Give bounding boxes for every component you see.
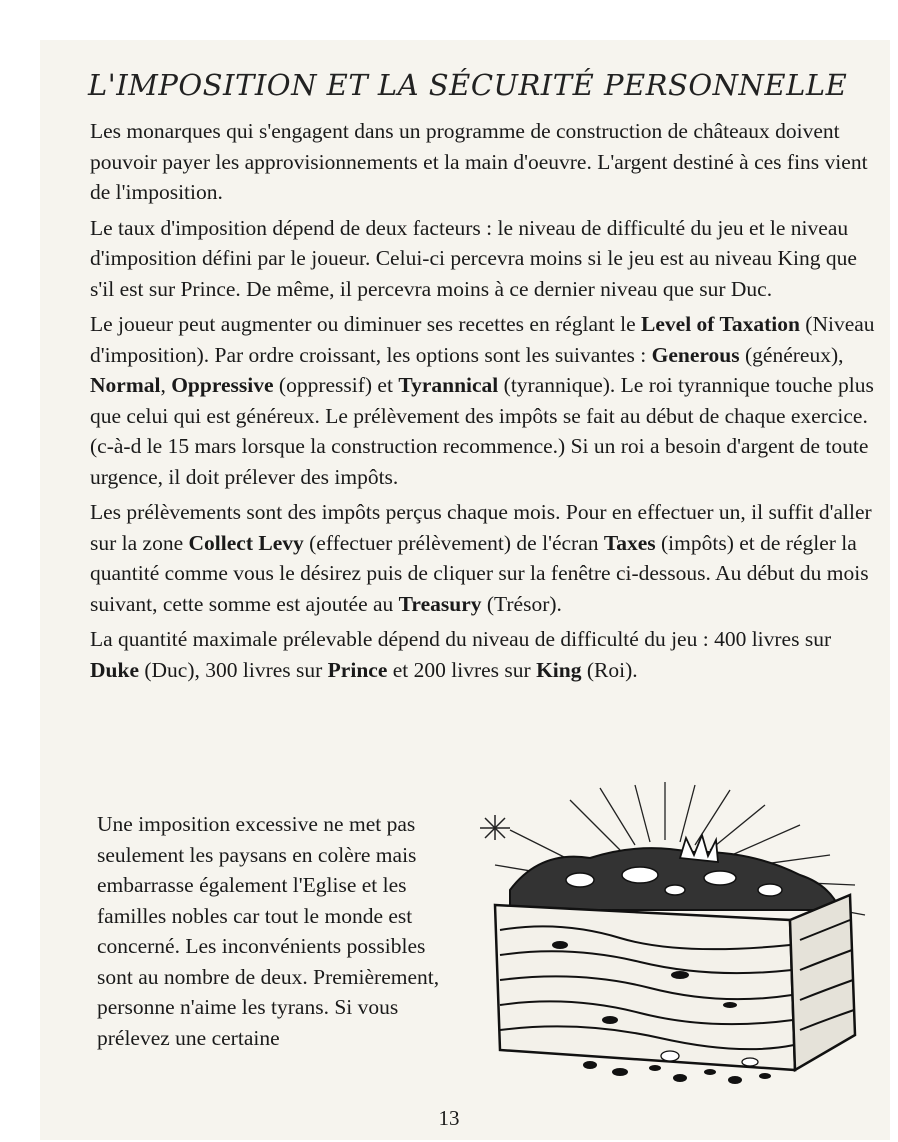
term-tyrannical: Tyrannical [398,373,499,397]
paragraph-4: Les prélèvements sont des impôts perçus chaque mois. Pour en effectuer un, il suffit d'aller sur la zone Collect Levy (effectuer prélèvement) de l'écran Taxes (impôts) et de régler la quantité comme vous le désirez puis de cliquer sur la fenêtre ci-dessous. Au début du mois suivant, cette somme est ajoutée au Treasury (Trésor). [90,500,872,616]
term-collect-levy: Collect Levy [188,530,304,555]
term-treasury: Treasury [398,591,482,616]
paragraph-6: Une imposition excessive ne met pas seulement les paysans en colère mais embarrasse également l'Eglise et les familles nobles car tout le monde est concerné. Les inconvénients possibles sont au nombre de deux. Premièrement, personne n'aime les tyrans. Si vous prélevez une certaine [97,812,440,1050]
paragraph-2: Le taux d'imposition dépend de deux facteurs : le niveau de difficulté du jeu et le niveau d'imposition défini par le joueur. Celui-ci percevra moins si le jeu est au niveau King que s'il est sur Prince. De même, il percevra moins à ce dernier niveau que sur Duc. [90,215,857,301]
term-prince: Prince [327,657,388,682]
paragraph-5: La quantité maximale prélevable dépend du niveau de difficulté du jeu : 400 livres sur Duke (Duc), 300 livres sur Prince et 200 livres sur King (Roi). [90,627,832,682]
main-text [90,116,880,690]
paragraph-3: Le joueur peut augmenter ou diminuer ses recettes en réglant le Level of Taxation (Niveau d'imposition). Par ordre croissant, les options sont les suivantes : Generous (généreux), Normal, Oppressive (oppressif) et Tyrannical (tyrannique). Le roi tyrannique touche plus que celui qui est généreux. Le prélèvement des impôts se fait au début de chaque exercice. (c-à-d le 15 mars lorsque la construction recommence.) Si un roi a besoin d'argent de toute urgence, il doit prélever des impôts. [90,312,875,489]
page-number: 13 [438,1106,460,1130]
treasure-chest-icon [470,780,880,1090]
paragraph-1: Les monarques qui s'engagent dans un programme de construction de châteaux doivent pouvoir payer les approvisionnements et la main d'oeuvre. L'argent destiné à ces fins vient de l'imposition. [90,119,868,204]
term-normal: Normal [90,373,161,397]
term-duke: Duke [90,657,139,682]
page-title: L'IMPOSITION ET LA SÉCURITÉ PERSONNELLE [88,68,848,102]
term-king: King [536,657,582,682]
term-generous: Generous [651,342,740,367]
term-level-of-taxation: Level of Taxation [641,312,800,336]
term-taxes: Taxes [603,530,656,555]
term-oppressive: Oppressive [171,373,274,397]
